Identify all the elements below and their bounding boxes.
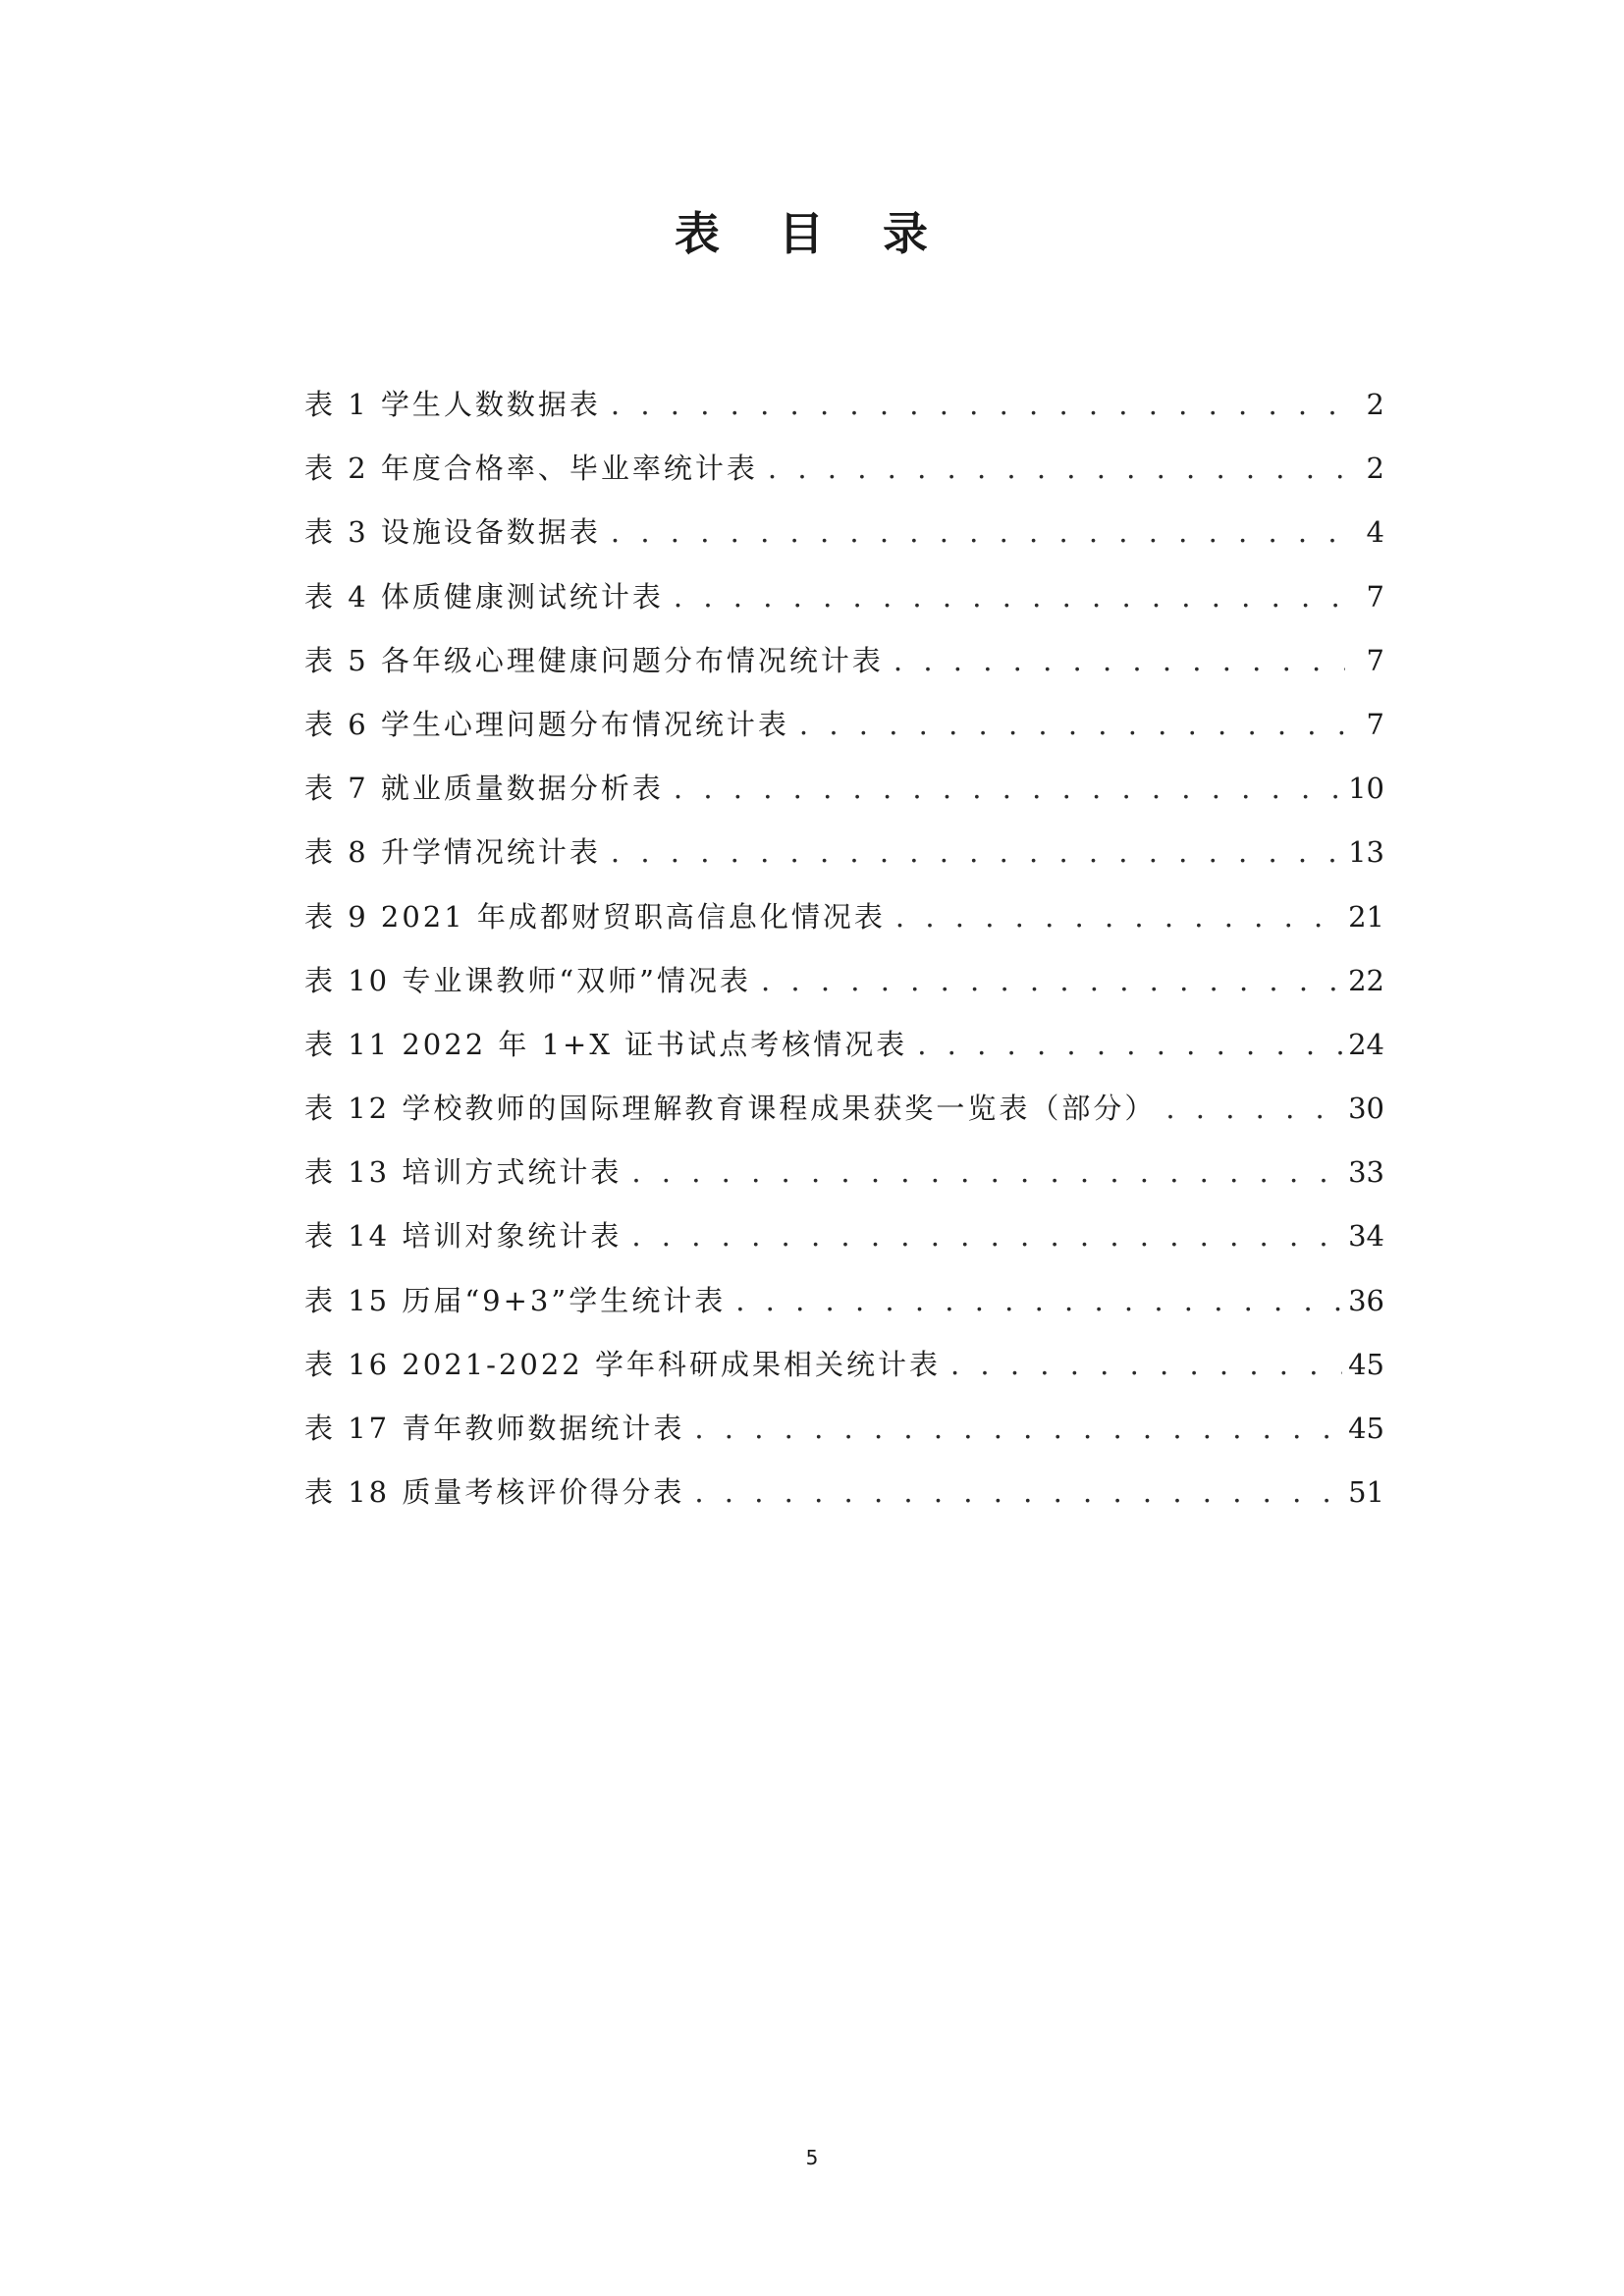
toc-leader-dots — [674, 565, 1345, 629]
toc-entry-page: 21 — [1348, 899, 1384, 934]
toc-entry-label: 表 1 学生人数数据表 — [304, 388, 601, 421]
toc-entry-label: 表 7 就业质量数据分析表 — [304, 772, 664, 806]
toc-leader-dots — [799, 693, 1345, 757]
toc-leader-dots — [768, 437, 1345, 501]
page-title: 表 目 录 — [674, 207, 950, 260]
toc-entry-label: 表 15 历届“9+3”学生统计表 — [304, 1283, 727, 1317]
toc-leader-dots — [631, 1141, 1342, 1204]
toc-entry-page: 30 — [1348, 1092, 1384, 1126]
toc-entry-page: 36 — [1348, 1283, 1384, 1317]
toc-entry[interactable] — [304, 885, 1384, 949]
toc-entry[interactable] — [304, 629, 1384, 693]
toc-entry[interactable] — [304, 757, 1384, 821]
toc-entry-page: 2 — [1366, 388, 1384, 421]
toc-entry-label: 表 2 年度合格率、毕业率统计表 — [304, 452, 758, 486]
toc-entry[interactable] — [304, 1333, 1384, 1397]
toc-entry[interactable] — [304, 1461, 1384, 1524]
page-number: 5 — [805, 2146, 819, 2169]
toc-entry-label: 表 14 培训对象统计表 — [304, 1219, 623, 1254]
toc-entry-label: 表 10 专业课教师“双师”情况表 — [304, 963, 751, 997]
toc-leader-dots — [674, 757, 1342, 821]
toc-entry-page: 34 — [1348, 1219, 1384, 1254]
toc-entry[interactable] — [304, 1269, 1384, 1333]
toc-entry-page: 24 — [1348, 1027, 1384, 1061]
toc-entry[interactable] — [304, 565, 1384, 629]
toc-entry-label: 表 11 2022 年 1+X 证书试点考核情况表 — [304, 1027, 908, 1061]
toc-entry-label: 表 17 青年教师数据统计表 — [304, 1412, 685, 1445]
toc-entry[interactable] — [304, 949, 1384, 1013]
toc-leader-dots — [735, 1269, 1342, 1333]
toc-entry[interactable] — [304, 1397, 1384, 1461]
toc-entry[interactable] — [304, 1141, 1384, 1204]
toc-leader-dots — [1165, 1077, 1342, 1141]
toc-entry-page: 13 — [1348, 835, 1384, 870]
toc-leader-dots — [917, 1013, 1342, 1077]
toc-leader-dots — [761, 949, 1342, 1013]
toc-entry[interactable] — [304, 1077, 1384, 1141]
toc-entry-label: 表 6 学生心理问题分布情况统计表 — [304, 707, 789, 741]
toc-leader-dots — [694, 1461, 1342, 1524]
toc-entry-page: 33 — [1348, 1155, 1384, 1190]
toc-entry-label: 表 9 2021 年成都财贸职高信息化情况表 — [304, 899, 886, 934]
toc-entry-page: 4 — [1366, 515, 1384, 550]
toc-leader-dots — [950, 1333, 1342, 1397]
toc-entry-label: 表 18 质量考核评价得分表 — [304, 1475, 685, 1510]
toc-entry-page: 2 — [1366, 452, 1384, 486]
toc-entry-label: 表 3 设施设备数据表 — [304, 515, 601, 550]
toc-entry[interactable] — [304, 437, 1384, 501]
toc-entry[interactable] — [304, 501, 1384, 564]
toc-entry[interactable] — [304, 693, 1384, 757]
toc-entry-page: 51 — [1348, 1475, 1384, 1510]
toc-entry-label: 表 12 学校教师的国际理解教育课程成果获奖一览表（部分） — [304, 1092, 1157, 1126]
toc-entry[interactable] — [304, 821, 1384, 884]
toc-entry-page: 10 — [1348, 772, 1384, 806]
toc-entry-page: 7 — [1366, 643, 1384, 677]
toc-entry-label: 表 4 体质健康测试统计表 — [304, 579, 664, 614]
toc-entry-page: 7 — [1366, 579, 1384, 614]
toc-entry-page: 45 — [1348, 1412, 1384, 1445]
toc-entry-label: 表 13 培训方式统计表 — [304, 1155, 623, 1190]
toc-leader-dots — [893, 629, 1345, 693]
toc-leader-dots — [611, 821, 1342, 884]
toc-entry-label: 表 5 各年级心理健康问题分布情况统计表 — [304, 643, 884, 677]
toc-leader-dots — [611, 501, 1345, 564]
toc-entry-page: 7 — [1366, 707, 1384, 741]
toc-entry[interactable] — [304, 1204, 1384, 1268]
toc-entry-label: 表 8 升学情况统计表 — [304, 835, 601, 870]
toc-entry-label: 表 16 2021-2022 学年科研成果相关统计表 — [304, 1347, 941, 1381]
toc-entry-page: 22 — [1348, 963, 1384, 997]
toc-leader-dots — [895, 885, 1342, 949]
toc-leader-dots — [611, 373, 1345, 437]
toc-leader-dots — [631, 1204, 1342, 1268]
table-of-contents — [304, 373, 1384, 1524]
toc-leader-dots — [694, 1397, 1342, 1461]
toc-entry[interactable] — [304, 1013, 1384, 1077]
toc-entry-page: 45 — [1348, 1347, 1384, 1381]
toc-entry[interactable] — [304, 373, 1384, 437]
